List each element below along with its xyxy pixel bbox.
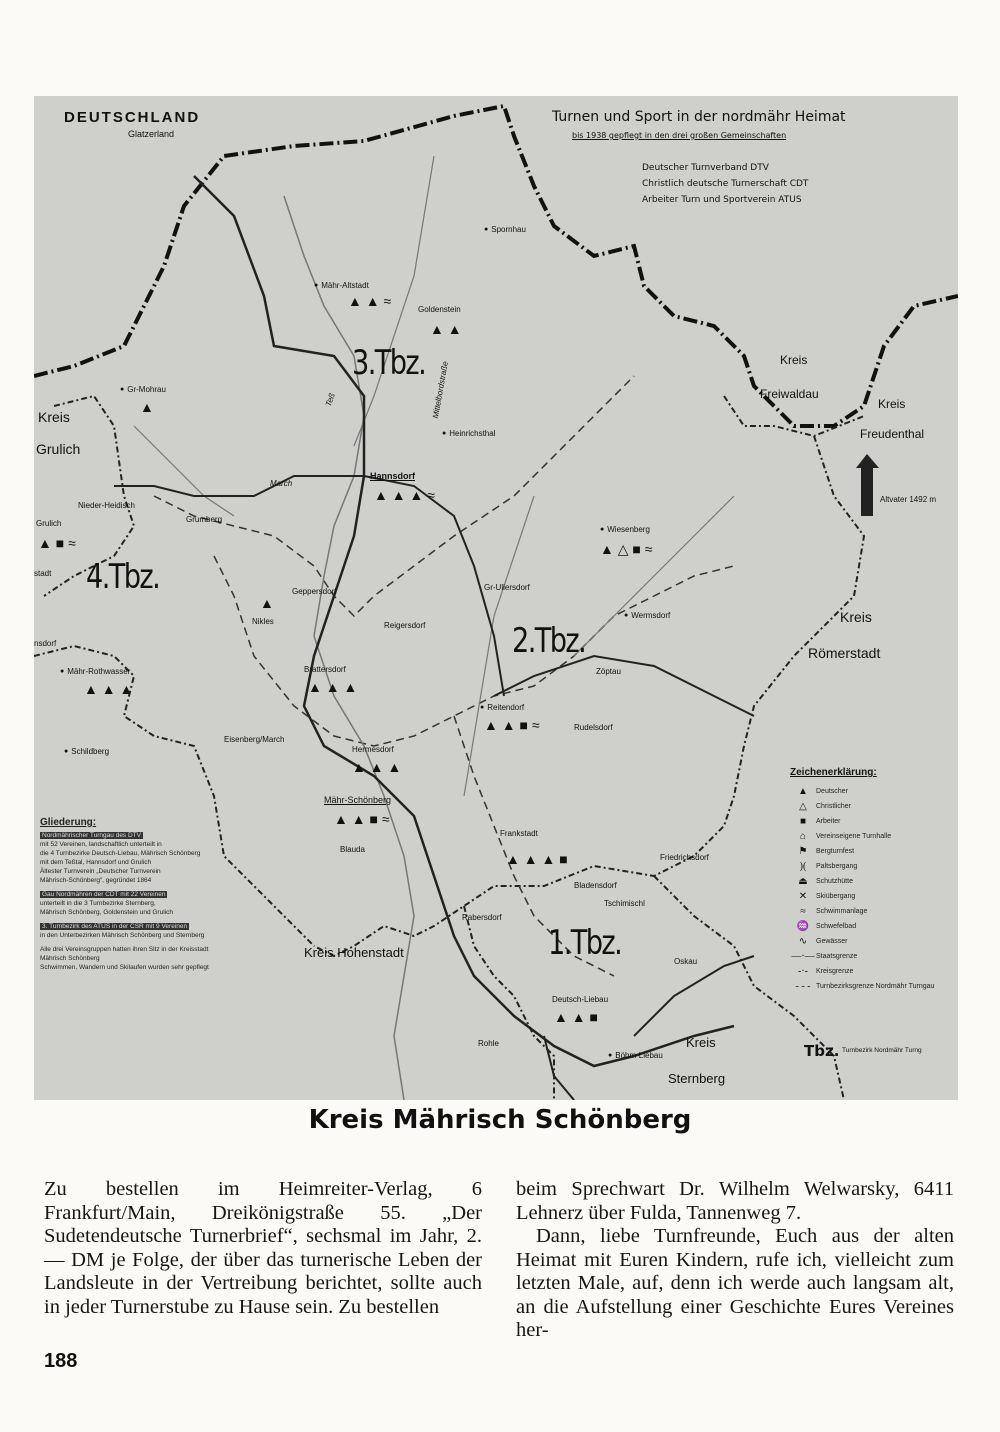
place-boehm-liebau: ● Böhm-Liebau bbox=[608, 1052, 663, 1060]
place-goldenstein: Goldenstein bbox=[418, 305, 461, 314]
place-maehr-rothwasser: ● Mähr-Rothwasser bbox=[60, 668, 130, 676]
map-header-line-3: Arbeiter Turn und Sportverein ATUS bbox=[642, 195, 802, 205]
gliederung-line-text: mit 52 Vereinen, landschaftlich unterteilt in bbox=[40, 841, 162, 848]
gliederung-line-text: Nordmährischer Turngau des DTV bbox=[42, 832, 141, 839]
legend-item bbox=[790, 964, 958, 979]
place-grulich: Grulich bbox=[36, 519, 62, 528]
text-paragraph-2: beim Sprechwart Dr. Wilhelm Welwarsky, 6411 Lehnerz über Fulda, Tannenweg 7. bbox=[516, 1178, 954, 1224]
club-symbols-rothwasser: ▲ ▲ ▲ bbox=[84, 681, 134, 697]
legend-item bbox=[790, 979, 958, 994]
region-freudenthal-1: Kreis bbox=[878, 397, 906, 411]
place-reigersdorf: Reigersdorf bbox=[384, 621, 426, 630]
place-stadt-stub: stadt bbox=[34, 569, 52, 578]
map-header-line-2: Christlich deutsche Turnerschaft CDT bbox=[642, 179, 809, 189]
club-symbols-nikles: ▲ bbox=[260, 595, 274, 611]
map-header-subtitle: bis 1938 gepflegt in den drei großen Gemeinschaften bbox=[572, 131, 787, 140]
place-frankstadt: Frankstadt bbox=[500, 829, 538, 838]
place-nieder-heidisch: Nieder-Heidisch bbox=[78, 501, 135, 510]
map-legend bbox=[790, 768, 958, 994]
legend-item-label: Kreisgrenze bbox=[816, 968, 854, 975]
water-icon: ∿ bbox=[798, 936, 808, 947]
map-header bbox=[542, 104, 956, 224]
club-symbols-altstadt: ▲ ▲ ≈ bbox=[348, 293, 392, 309]
gliederung-line bbox=[40, 954, 304, 963]
gliederung-line-text: unterteilt in die 3 Turnbezirke Sternberg, bbox=[40, 900, 156, 907]
hall-icon: ⌂ bbox=[799, 831, 806, 842]
region-freiwaldau-2: Freiwaldau bbox=[760, 387, 819, 401]
district-3-tbz: 3.Tbz. bbox=[352, 343, 426, 383]
spring-icon: ♒ bbox=[796, 921, 810, 932]
region-roemerstadt-1: Kreis bbox=[840, 609, 872, 625]
flag-icon: ⚑ bbox=[798, 846, 808, 857]
map-image bbox=[34, 96, 958, 1100]
legend-item-label: Turnbezirksgrenze Nordmähr Turngau bbox=[816, 983, 935, 990]
club-symbols-schoenberg: ▲ ▲ ■ ≈ bbox=[334, 811, 390, 827]
road-mittelbord: Mittelbordstraße bbox=[430, 360, 450, 420]
region-sternberg-1: Kreis bbox=[686, 1035, 716, 1050]
state-border-icon: —·— bbox=[791, 951, 815, 962]
place-heinrichsthal: ● Heinrichsthal bbox=[442, 430, 495, 438]
place-grumberg: Grumberg bbox=[186, 515, 223, 524]
place-rabersdorf: Rabersdorf bbox=[462, 913, 502, 922]
gliederung-box bbox=[40, 818, 304, 972]
glider-icon: )( bbox=[799, 861, 807, 872]
gliederung-line bbox=[40, 858, 304, 867]
club-symbols-hermesdorf: ▲ ▲ ▲ bbox=[352, 759, 402, 775]
club-symbols-reitendorf: ▲ ▲ ■ ≈ bbox=[484, 717, 540, 733]
legend-item-label: Gewässer bbox=[816, 938, 848, 945]
place-maehr-altstadt: ● Mähr-Altstadt bbox=[314, 282, 369, 290]
tent-icon: ▲ bbox=[798, 786, 808, 797]
place-deutsch-liebau: Deutsch-Liebau bbox=[552, 995, 609, 1004]
gliederung-line bbox=[40, 931, 304, 940]
legend-tbz-label: Turnbezirk Nordmähr Turng bbox=[842, 1047, 922, 1054]
district-2-tbz: 2.Tbz. bbox=[512, 621, 586, 661]
place-tschimischl: Tschimischl bbox=[604, 899, 645, 908]
place-brattersdorf: Brattersdorf bbox=[304, 665, 346, 674]
region-sternberg-2: Sternberg bbox=[668, 1071, 726, 1086]
club-symbols-brattersdorf: ▲ ▲ ▲ bbox=[308, 679, 358, 695]
district-border-icon: -·- bbox=[798, 966, 808, 977]
club-symbols-hannsdorf: ▲ ▲ ▲ ≈ bbox=[374, 487, 435, 503]
region-hohenstadt: Kreis Hohenstadt bbox=[304, 945, 404, 960]
gliederung-line bbox=[40, 922, 304, 931]
legend-item-label: Schwimmanlage bbox=[816, 908, 868, 915]
legend-item bbox=[790, 919, 958, 934]
gliederung-line-text: 3. Turnbezirk des ATUS in der CSR mit 9 Vereinen bbox=[42, 923, 188, 930]
gliederung-line bbox=[40, 831, 304, 840]
gliederung-line-text: mit dem Teßtal, Hannsdorf und Grulich bbox=[40, 859, 152, 866]
text-paragraph-3: Dann, liebe Turnfreunde, Euch aus der alten Heimat mit Euren Kindern, rufe ich, vielleicht zum letzten Male, auf, denn ich werde auch langsam alt, an die Aufstellung einer Geschichte Eures Vereines her- bbox=[516, 1225, 954, 1341]
swim-icon: ≈ bbox=[800, 906, 806, 917]
gliederung-line-text: Mährisch Schönberg bbox=[40, 955, 100, 962]
place-nikles: Nikles bbox=[252, 617, 274, 626]
gliederung-line bbox=[40, 840, 304, 849]
map-caption: Kreis Mährisch Schönberg bbox=[308, 1105, 692, 1135]
gliederung-line-text: Ältester Turnverein „Deutscher Turnverein bbox=[40, 868, 161, 875]
gliederung-line-text: Schwimmen, Wandern und Skilaufen wurden sehr gepflegt bbox=[40, 964, 209, 971]
legend-item-label: Paltsbergang bbox=[816, 863, 858, 870]
text-paragraph-1: Zu bestellen im Heimreiter-Verlag, 6 Frankfurt/Main, Dreikönigstraße 55. „Der Sudetendeutsche Turnerbrief“, sechsmal im Jahr, 2.— DM je Folge, der über das turnerische Leben der Landsleute in der Vertreibung berichtet, sollte auch in jeder Turnerstube zu Hause sein. Zu bestellen bbox=[44, 1178, 482, 1318]
legend-item bbox=[790, 799, 958, 814]
district-4-tbz: 4.Tbz. bbox=[86, 557, 160, 597]
place-rohle: Rohle bbox=[478, 1039, 499, 1048]
text-column-left bbox=[44, 1178, 482, 1319]
legend-item-label: Schwefelbad bbox=[816, 923, 857, 930]
legend-item bbox=[790, 784, 958, 799]
legend-item bbox=[790, 949, 958, 964]
club-symbols-grulich: ▲ ■ ≈ bbox=[38, 535, 76, 551]
region-grulich-2: Grulich bbox=[36, 441, 81, 457]
club-symbols-frankstadt: ▲ ▲ ▲ ■ bbox=[506, 851, 568, 867]
place-bladensdorf: Bladensdorf bbox=[574, 881, 617, 890]
map-header-line-1: Deutscher Turnverband DTV bbox=[642, 163, 769, 173]
region-grulich-1: Kreis bbox=[38, 409, 70, 425]
legend-item bbox=[790, 934, 958, 949]
region-freudenthal-2: Freudenthal bbox=[860, 427, 925, 441]
place-friedrichsdorf: Friedrichsdorf bbox=[660, 853, 709, 862]
gliederung-line bbox=[40, 908, 304, 917]
place-zoeptau: Zöptau bbox=[596, 667, 621, 676]
legend-item-label: Arbeiter bbox=[816, 818, 841, 825]
hut-icon: ⏏ bbox=[798, 876, 808, 887]
gliederung-line bbox=[40, 876, 304, 885]
district-tbz-legend: Tbz. bbox=[804, 1042, 840, 1060]
legend-item-label: Skiübergang bbox=[816, 893, 856, 900]
legend-item-label: Vereinseigene Turnhalle bbox=[816, 833, 892, 840]
place-hannsdorf: Hannsdorf bbox=[370, 471, 415, 481]
legend-item bbox=[790, 814, 958, 829]
gliederung-line bbox=[40, 849, 304, 858]
legend-item bbox=[790, 874, 958, 889]
place-blauda: Blauda bbox=[340, 845, 365, 854]
place-geppersdorf: Geppersdorf bbox=[292, 587, 337, 596]
place-gr-ullersdorf: Gr-Ullersdorf bbox=[484, 583, 530, 592]
region-deutschland: DEUTSCHLAND bbox=[64, 109, 201, 126]
map-header-title: Turnen und Sport in der nordmähr Heimat bbox=[552, 109, 846, 125]
road-march: March bbox=[270, 479, 293, 488]
road-tess: Teß bbox=[323, 391, 337, 408]
text-column-right bbox=[516, 1178, 954, 1343]
place-rudelsdorf: Rudelsdorf bbox=[574, 723, 613, 732]
legend-item bbox=[790, 889, 958, 904]
page-number: 188 bbox=[44, 1350, 78, 1372]
club-symbols-goldenstein: ▲ ▲ bbox=[430, 321, 462, 337]
gliederung-line-text: in den Unterbezirken Mährisch Schönberg und Sternberg bbox=[40, 932, 205, 939]
gliederung-line-text: Mährisch-Schönberg“, gegründet 1864 bbox=[40, 877, 152, 884]
legend-item bbox=[790, 844, 958, 859]
place-spornhau: ● Spornhau bbox=[484, 226, 526, 234]
legend-item bbox=[790, 859, 958, 874]
place-gr-mohrau: ● Gr-Mohrau bbox=[120, 386, 166, 394]
region-freiwaldau-1: Kreis bbox=[780, 353, 808, 367]
legend-title: Zeichenerklärung: bbox=[790, 767, 877, 778]
square-icon: ■ bbox=[799, 816, 807, 827]
place-nsdorf-stub: nsdorf bbox=[34, 639, 57, 648]
legend-item-label: Schutzhütte bbox=[816, 878, 853, 885]
gliederung-line-text: Alle drei Vereinsgruppen hatten ihren Sitz in der Kreisstadt bbox=[40, 946, 209, 953]
tent-outline-icon: △ bbox=[799, 801, 807, 812]
gliederung-line bbox=[40, 890, 304, 899]
legend-item-label: Staatsgrenze bbox=[816, 953, 858, 960]
legend-item-label: Deutscher bbox=[816, 788, 848, 795]
gliederung-line-text: die 4 Turnbezirke Deutsch-Liebau, Mährisch Schönberg bbox=[40, 850, 201, 857]
gliederung-title: Gliederung: bbox=[40, 817, 97, 828]
district-1-tbz: 1.Tbz. bbox=[548, 923, 622, 963]
place-wiesenberg: ● Wiesenberg bbox=[600, 526, 650, 534]
gliederung-line bbox=[40, 945, 304, 954]
place-wermsdorf: ● Wermsdorf bbox=[624, 612, 670, 620]
legend-item-label: Christlicher bbox=[816, 803, 852, 810]
club-symbols-liebau: ▲ ▲ ■ bbox=[554, 1009, 598, 1025]
gliederung-line-text: Mährisch Schönberg, Goldenstein und Grulich bbox=[40, 909, 173, 916]
gliederung-line-text: Gau Nordmähren der CDT mit 22 Vereinen bbox=[42, 891, 166, 898]
place-hermesdorf: Hermesdorf bbox=[352, 745, 394, 754]
legend-item bbox=[790, 829, 958, 844]
legend-item bbox=[790, 904, 958, 919]
gliederung-line bbox=[40, 899, 304, 908]
ski-icon: ✕ bbox=[798, 891, 808, 902]
place-maehr-schoenberg: Mähr-Schönberg bbox=[324, 795, 392, 805]
place-eisenberg: Eisenberg/March bbox=[224, 735, 285, 744]
place-reitendorf: ● Reitendorf bbox=[480, 704, 524, 712]
gliederung-line bbox=[40, 867, 304, 876]
legend-item-label: Bergturnfest bbox=[816, 848, 855, 855]
club-symbols-mohrau: ▲ bbox=[140, 399, 154, 415]
region-glatzerland: Glatzerland bbox=[128, 129, 175, 139]
altvater-label: Altvater 1492 m bbox=[880, 495, 937, 504]
gliederung-line bbox=[40, 963, 304, 972]
region-roemerstadt-2: Römerstadt bbox=[808, 645, 881, 661]
place-schildberg: ● Schildberg bbox=[64, 748, 109, 756]
place-oskau: Oskau bbox=[674, 957, 698, 966]
club-symbols-wiesenberg: ▲ △ ■ ≈ bbox=[600, 541, 653, 557]
turnbezirk-border-icon: - - - bbox=[795, 981, 811, 992]
